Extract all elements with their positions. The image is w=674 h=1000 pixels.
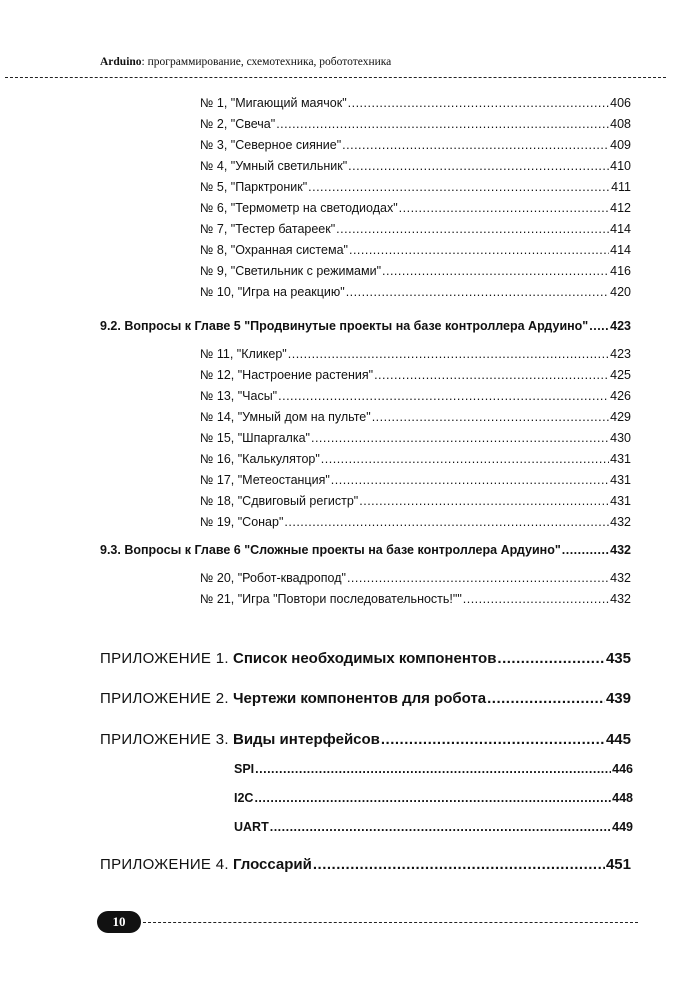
entry-label: № 1, "Мигающий маячок" bbox=[200, 96, 347, 110]
entry-label: № 16, "Калькулятор" bbox=[200, 452, 320, 466]
appendix-prefix: ПРИЛОЖЕНИЕ 2. bbox=[100, 690, 229, 707]
toc-subentry bbox=[234, 820, 633, 836]
header-divider bbox=[5, 77, 666, 78]
toc-entry bbox=[200, 96, 631, 112]
entry-label: № 13, "Часы" bbox=[200, 389, 278, 403]
subentry-page: 449 bbox=[612, 820, 633, 834]
dot-leader bbox=[348, 96, 610, 110]
entry-page: 429 bbox=[610, 410, 631, 424]
entry-page: 432 bbox=[610, 515, 631, 529]
dot-leader bbox=[313, 856, 605, 873]
toc-entry bbox=[200, 180, 631, 196]
toc-entry bbox=[200, 592, 631, 608]
toc-section-heading bbox=[100, 543, 631, 559]
dot-leader bbox=[284, 515, 609, 529]
toc-entry bbox=[200, 494, 631, 510]
entry-page: 423 bbox=[610, 347, 631, 361]
appendix-prefix: ПРИЛОЖЕНИЕ 1. bbox=[100, 650, 229, 667]
entry-page: 406 bbox=[610, 96, 631, 110]
entry-page: 414 bbox=[610, 222, 631, 236]
dot-leader bbox=[348, 159, 609, 173]
page-number-badge bbox=[97, 911, 141, 933]
dot-leader bbox=[399, 201, 609, 215]
entry-label: № 21, "Игра "Повтори последовательность!"" bbox=[200, 592, 462, 606]
appendix-page: 435 bbox=[605, 650, 631, 667]
appendix-prefix: ПРИЛОЖЕНИЕ 3. bbox=[100, 731, 229, 748]
dot-leader bbox=[562, 543, 609, 557]
entry-label: № 17, "Метеостанция" bbox=[200, 473, 330, 487]
dot-leader bbox=[342, 138, 609, 152]
entry-page: 414 bbox=[610, 243, 631, 257]
dot-leader bbox=[346, 285, 609, 299]
dot-leader bbox=[270, 820, 611, 834]
dot-leader bbox=[308, 180, 610, 194]
toc-entry bbox=[200, 347, 631, 363]
entry-page: 409 bbox=[610, 138, 631, 152]
subentry-label: SPI bbox=[234, 762, 255, 776]
dot-leader bbox=[254, 791, 611, 805]
dot-leader bbox=[374, 368, 609, 382]
section-page: 423 bbox=[610, 319, 631, 333]
entry-label: № 14, "Умный дом на пульте" bbox=[200, 410, 371, 424]
entry-label: № 12, "Настроение растения" bbox=[200, 368, 374, 382]
appendix-prefix: ПРИЛОЖЕНИЕ 4. bbox=[100, 856, 229, 873]
subentry-page: 448 bbox=[612, 791, 633, 805]
entry-page: 416 bbox=[610, 264, 631, 278]
toc-appendix bbox=[100, 731, 631, 751]
toc-entry bbox=[200, 159, 631, 175]
toc-entry bbox=[200, 222, 631, 238]
toc-entry bbox=[200, 431, 631, 447]
appendix-title: Глоссарий bbox=[232, 856, 312, 873]
entry-label: № 6, "Термометр на светодиодах" bbox=[200, 201, 398, 215]
entry-page: 431 bbox=[610, 452, 631, 466]
entry-page: 431 bbox=[610, 473, 631, 487]
section-page: 432 bbox=[610, 543, 631, 557]
entry-page: 410 bbox=[610, 159, 631, 173]
entry-label: № 19, "Сонар" bbox=[200, 515, 284, 529]
entry-label: № 18, "Сдвиговый регистр" bbox=[200, 494, 359, 508]
entry-page: 420 bbox=[610, 285, 631, 299]
subentry-label: UART bbox=[234, 820, 269, 834]
entry-label: № 7, "Тестер батареек" bbox=[200, 222, 336, 236]
appendix-title: Виды интерфейсов bbox=[232, 731, 380, 748]
toc-appendix bbox=[100, 650, 631, 670]
toc-entry bbox=[200, 117, 631, 133]
entry-label: № 10, "Игра на реакцию" bbox=[200, 285, 345, 299]
entry-label: № 4, "Умный светильник" bbox=[200, 159, 348, 173]
toc-entry bbox=[200, 410, 631, 426]
appendix-page: 445 bbox=[605, 731, 631, 748]
dot-leader bbox=[382, 264, 609, 278]
dot-leader bbox=[487, 690, 605, 707]
footer-divider bbox=[143, 922, 638, 923]
toc-subentry bbox=[234, 762, 633, 778]
toc-entry bbox=[200, 285, 631, 301]
entry-page: 411 bbox=[611, 180, 631, 194]
dot-leader bbox=[276, 117, 609, 131]
section-title: 9.2. Вопросы к Главе 5 "Продвинутые проекты на базе контроллера Ардуино" bbox=[100, 319, 589, 333]
entry-label: № 9, "Светильник с режимами" bbox=[200, 264, 382, 278]
toc-entry bbox=[200, 368, 631, 384]
appendix-page: 451 bbox=[605, 856, 631, 873]
subentry-label: I2C bbox=[234, 791, 254, 805]
entry-page: 430 bbox=[610, 431, 631, 445]
entry-page: 412 bbox=[610, 201, 631, 215]
dot-leader bbox=[336, 222, 609, 236]
dot-leader bbox=[497, 650, 605, 667]
dot-leader bbox=[288, 347, 609, 361]
appendix-page: 439 bbox=[605, 690, 631, 707]
subentry-page: 446 bbox=[612, 762, 633, 776]
appendix-title: Чертежи компонентов для робота bbox=[232, 690, 487, 707]
entry-page: 432 bbox=[610, 571, 631, 585]
header-subtitle: : программирование, схемотехника, робототехника bbox=[141, 56, 392, 68]
entry-page: 432 bbox=[610, 592, 631, 606]
toc-subentry bbox=[234, 791, 633, 807]
header-book-title: Arduino bbox=[100, 56, 142, 68]
dot-leader bbox=[331, 473, 609, 487]
toc-entry bbox=[200, 264, 631, 280]
entry-page: 426 bbox=[610, 389, 631, 403]
entry-label: № 2, "Свеча" bbox=[200, 117, 276, 131]
dot-leader bbox=[347, 571, 609, 585]
page-number: 10 bbox=[112, 914, 126, 929]
entry-label: № 15, "Шпаргалка" bbox=[200, 431, 310, 445]
toc-appendix bbox=[100, 690, 631, 710]
entry-page: 425 bbox=[610, 368, 631, 382]
entry-label: № 8, "Охранная система" bbox=[200, 243, 348, 257]
running-header bbox=[100, 56, 391, 68]
dot-leader bbox=[589, 319, 609, 333]
dot-leader bbox=[381, 731, 605, 748]
toc-entry bbox=[200, 201, 631, 217]
dot-leader bbox=[349, 243, 609, 257]
dot-leader bbox=[278, 389, 609, 403]
entry-page: 431 bbox=[610, 494, 631, 508]
toc-entry bbox=[200, 515, 631, 531]
entry-label: № 20, "Робот-квадропод" bbox=[200, 571, 346, 585]
toc-entry bbox=[200, 138, 631, 154]
dot-leader bbox=[255, 762, 611, 776]
dot-leader bbox=[311, 431, 609, 445]
entry-label: № 3, "Северное сияние" bbox=[200, 138, 342, 152]
toc-entry bbox=[200, 389, 631, 405]
dot-leader bbox=[359, 494, 609, 508]
dot-leader bbox=[372, 410, 609, 424]
toc-entry bbox=[200, 243, 631, 259]
section-title: 9.3. Вопросы к Главе 6 "Сложные проекты на базе контроллера Ардуино" bbox=[100, 543, 561, 557]
toc-entry bbox=[200, 452, 631, 468]
appendix-title: Список необходимых компонентов bbox=[232, 650, 497, 667]
toc-section-heading bbox=[100, 319, 631, 335]
entry-label: № 11, "Кликер" bbox=[200, 347, 287, 361]
toc-entry bbox=[200, 473, 631, 489]
entry-page: 408 bbox=[610, 117, 631, 131]
dot-leader bbox=[463, 592, 609, 606]
entry-label: № 5, "Парктроник" bbox=[200, 180, 308, 194]
dot-leader bbox=[321, 452, 609, 466]
toc-appendix bbox=[100, 856, 631, 876]
toc-entry bbox=[200, 571, 631, 587]
